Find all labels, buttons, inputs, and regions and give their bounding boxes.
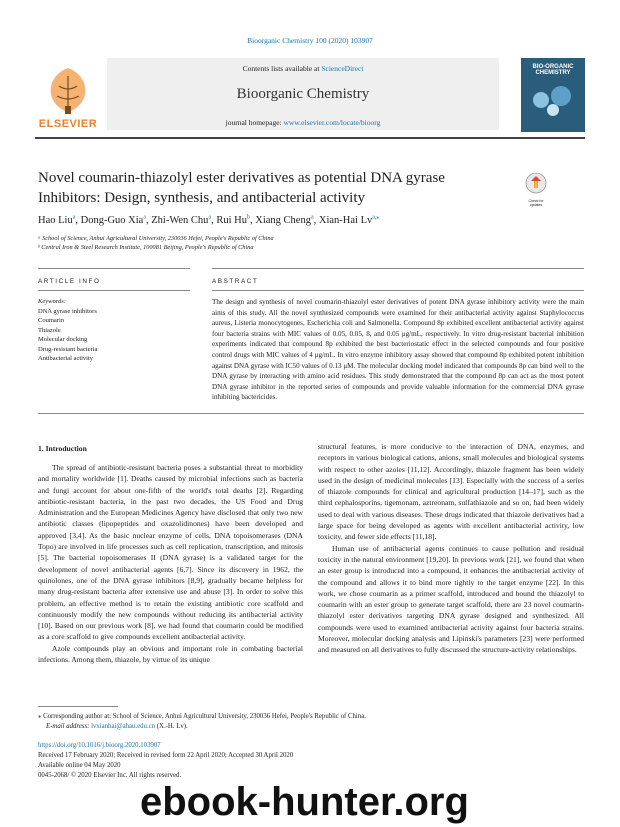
contents-line: [107, 64, 499, 73]
article-info-underline: [38, 290, 190, 291]
author[interactable]: Xiang Cheng$^a$,: [255, 214, 319, 226]
available-online: Available online 04 May 2020: [38, 762, 121, 769]
footnote-rule: [38, 706, 118, 707]
check-updates-icon: [522, 172, 550, 194]
keywords-block: [38, 297, 188, 364]
paragraph: structural features, is more conducive to the interaction of DNA, enzymes, and receptors in various biological cations, anions, small molecules and biological systems with respect to other azoles [11,12]. Accordingly, thiazole fragment has been widely used in the design of medicinal molecules [13]. Especially with the success of a series of thiazole compounds for clinical and agricultural production [14–17], such as the third cephalosporins, tigemonam, aztreonam, sulfathiazole and so on, had been widely used to deal with various diseases. These drugs indicated that thiazole derivatives had a large space for being developed as agents with excellent antibacterial activity, low toxicity, and fewer side effects [11,18].: [318, 442, 584, 542]
publication-info: [38, 741, 293, 781]
doi-link[interactable]: https://doi.org/10.1016/j.bioorg.2020.103907: [38, 742, 161, 749]
abstract-bottom-rule: [38, 413, 584, 414]
keyword: Drug-resistant bacteria: [38, 345, 98, 353]
author[interactable]: Zhi-Wen Chu$^a$,: [151, 214, 217, 226]
abstract-rule: [212, 268, 584, 269]
paragraph: The spread of antibiotic-resistant bacteria poses a substantial threat to morbidity and mortality worldwide [1]. Deaths caused by microbial infections such as bacteria and fungi account for about one-fifth of the world's total deaths [2]. Regarding antibiotic-resistant bacteria, in the past two decades, the US Food and Drug Administration and the European Medicines Agency have disclosed that only two new antibiotic classes (lipopeptides and oxazolidinones) have been developed and approved [3,4]. As the basic nuclear enzyme of cells, DNA topoisomerases (DNA Topo) are involved in life processes such as cell replication, transcription, and mitosis [5]. The bacterial topoisomerases II (DNA gyrase) is a validated target for the development of novel antibacterial agents [6,7]. Since its discovery in 1962, the quinolones, one of the DNA gyrase inhibitors [8,9], gradually became helpless for many drug-resistant bacteria after extensive use and abuse [3]. In order to solve this problem, an effective method is to retain the existing antibiotic core scaffold and continuously modify the new compounds without reducing its antibacterial activity [10]. Based on our previous work [8], we had found that coumarin could be modified as a core scaffold to give compounds excellent antibacterial activity.: [38, 463, 303, 642]
keyword: Thiazole: [38, 326, 61, 334]
email-label: E-mail address:: [46, 723, 92, 730]
keywords-label: Keywords:: [38, 298, 66, 305]
article-info-rule: [38, 268, 190, 269]
author-list: [38, 213, 379, 226]
elsevier-logo: [35, 62, 101, 128]
affiliations: [38, 234, 274, 252]
paragraph: Human use of antibacterial agents continues to cause pollution and residual toxicity in the natural environment [19,20]. In previous work [21], we found that when an ester group is introduced into a compound, it enhances the antibacterial activity of the compound and allows it to bind more tightly to the target enzyme [22]. In this work, we chose coumarin as a primer scaffold, introduced and bound the thiazolyl to coumarin with an ester group to generate target scaffold, there are 23 novel coumarin-thiazolyl ester derivatives targeting DNA gyrase designed and synthesized. All compounds were used to examined antibacterial activity against four bacteria strains. Moreover, molecular docking analysis and Lipinski's parameters [23] were performed and measured on all derivatives to fully discussed the structure-activity relationships.: [318, 543, 584, 655]
article-info-heading: ARTICLE INFO: [38, 278, 101, 285]
right-column: [318, 441, 584, 656]
affiliation: ᵃ School of Science, Anhui Agricultural University, 230036 Hefei, People's Republic of China: [38, 235, 274, 242]
email-link[interactable]: lvxianhai@ahau.edu.cn: [91, 723, 156, 730]
keyword: Molecular docking: [38, 336, 88, 343]
copyright: 0045-2068/ © 2020 Elsevier Inc. All rights reserved.: [38, 772, 182, 779]
author[interactable]: Dong-Guo Xia$^a$,: [80, 214, 152, 226]
watermark: ebook-hunter.org: [140, 780, 469, 824]
received-dates: Received 17 February 2020; Received in revised form 22 April 2020; Accepted 30 April 2020: [38, 752, 294, 759]
journal-name: Bioorganic Chemistry: [236, 86, 370, 102]
abstract-underline: [212, 290, 584, 291]
author[interactable]: Xian-Hai $Lv^{a,⁎}$: [318, 214, 380, 226]
check-for-updates-badge[interactable]: [522, 172, 550, 207]
sciencedirect-link[interactable]: ScienceDirect: [321, 64, 364, 73]
abstract-heading: ABSTRACT: [212, 278, 259, 285]
email-line: [38, 722, 366, 732]
contents-prefix: Contents lists available at: [242, 64, 322, 73]
journal-banner: [107, 58, 499, 130]
journal-cover-image: [521, 58, 585, 132]
cover-title: BIO-ORGANIC CHEMISTRY: [532, 64, 574, 76]
corresponding-author-note: ⁎ Corresponding author at: School of Science, Anhui Agricultural University, 230036 Hefei, People's Republic of China.: [38, 713, 366, 720]
footnotes: [38, 712, 366, 732]
left-column: [38, 462, 303, 665]
journal-header: [35, 58, 585, 134]
header-divider: [35, 137, 585, 139]
email-suffix: (X.-H. Lv).: [155, 723, 188, 730]
affiliation: ᵇ Central Iron & Steel Research Institute, 100081 Beijing, People's Republic of China: [38, 244, 254, 251]
publisher-logo-text: ELSEVIER: [38, 118, 98, 130]
keyword: DNA gyrase inhibitors: [38, 307, 97, 315]
abstract-text: The design and synthesis of novel coumarin-thiazolyl ester derivatives of potent DNA gyrase inhibitory activity were the main aims of this study. All the novel synthesized compounds were examined for their antibacterial activity against Staphylococcus aureus, Listeria monocytogenes, Escherichia coli and Salmonella. Compound 8p exhibited excellent antibacterial activity against four bacteria strains with MIC values of 0.05, 0.05, 8, and 0.05 μg/mL, respectively. In vitro drug-resistant bacterial inhibition experiments indicated that compound 8p exhibited the best bacteriostatic effect in the selected compounds and four positive control drugs with MIC values of 4 μg/mL. In vitro enzyme inhibitory assay showed that compound 8p exhibited potent inhibition against DNA gyrase with IC50 values of 0.13 μM. The molecular docking model indicated that compounds 8p can bind well to the DNA gyrase by interacting with amino acid residues. This study demonstrated that the compound 8p can act as the most potent DNA gyrase inhibitor in the reported series of compounds and provide valuable information for the commercial DNA gyrase inhibiting bactericides.: [212, 298, 584, 402]
paragraph: Azole compounds play an obvious and important role in combating bacterial infections. Among them, thiazole, by virtue of its unique: [38, 643, 303, 665]
homepage-link[interactable]: www.elsevier.com/locate/bioorg: [283, 118, 381, 127]
article-title: Novel coumarin-thiazolyl ester derivatives as potential DNA gyrase Inhibitors: Design, synthesis, and antibacterial activity: [38, 170, 445, 206]
author[interactable]: Hao Liu$^a$,: [38, 214, 81, 226]
section-heading-introduction: 1. Introduction: [38, 444, 87, 453]
journal-reference[interactable]: Bioorganic Chemistry 100 (2020) 103907: [247, 36, 373, 45]
homepage-prefix: journal homepage:: [225, 118, 284, 127]
check-updates-label: Check for updates: [528, 199, 544, 207]
homepage-line: [107, 118, 499, 127]
keyword: Coumarin: [38, 317, 64, 324]
author[interactable]: Rui Hu$^b$,: [216, 214, 256, 226]
keyword: Antibacterial activity: [38, 355, 94, 362]
